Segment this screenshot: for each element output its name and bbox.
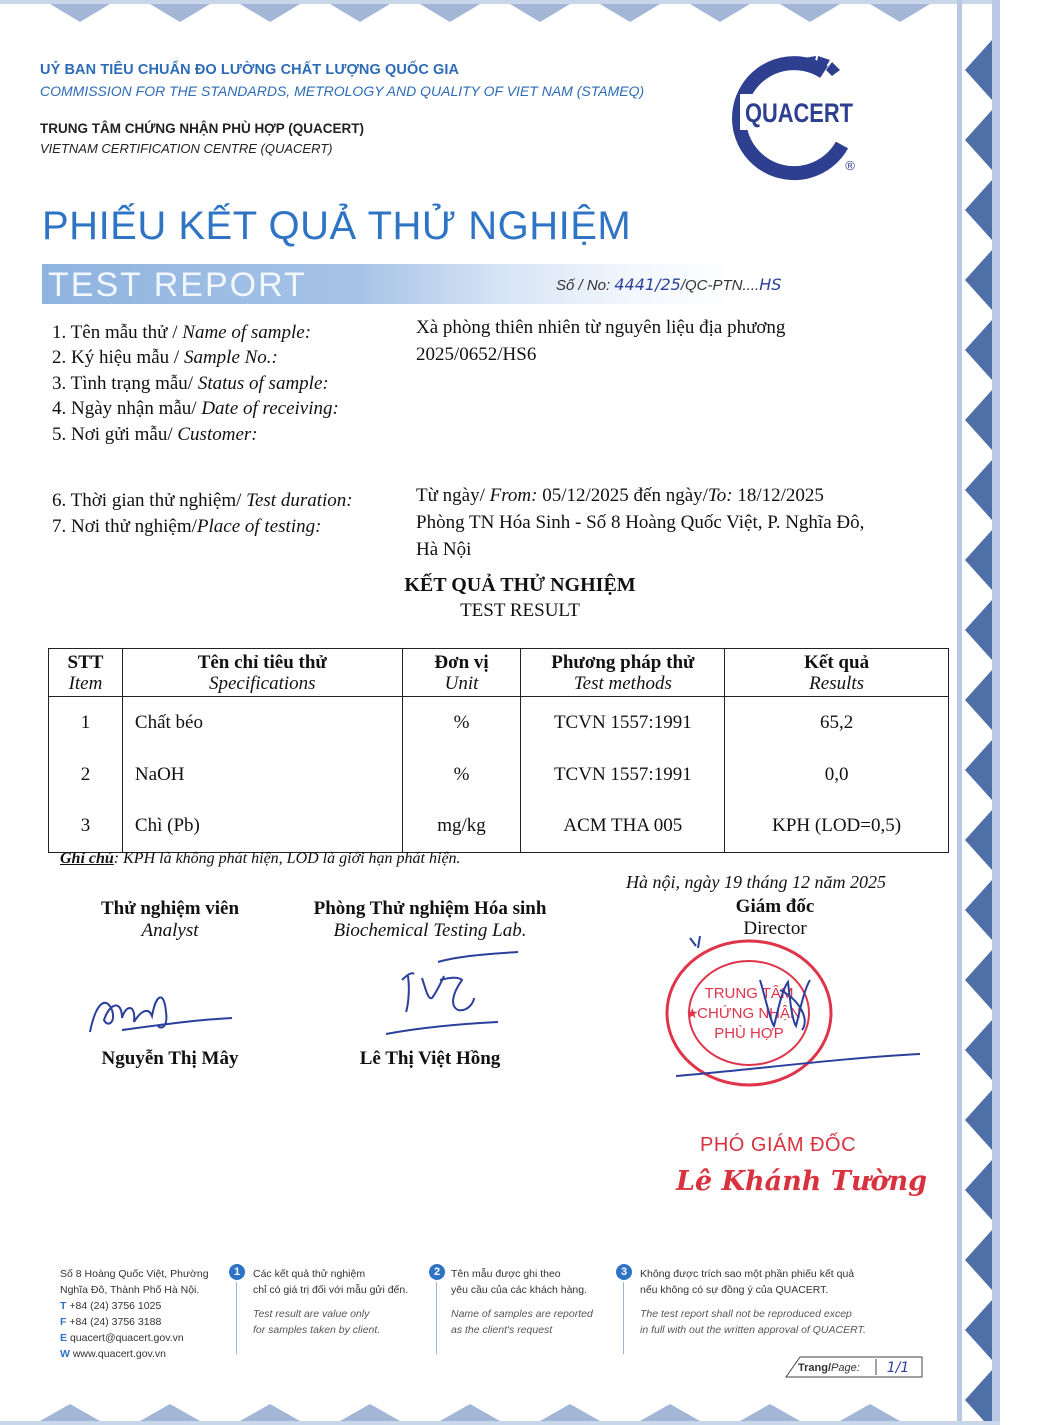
- svg-text:Trang/Page:: Trang/Page:: [798, 1362, 860, 1374]
- report-number-value: 4441/25: [614, 275, 681, 294]
- footer-contact: [60, 1266, 220, 1362]
- field-value-place: Phòng TN Hóa Sinh - Số 8 Hoàng Quốc Việt, P. Nghĩa Đô,: [416, 512, 865, 533]
- field-value-name: Xà phòng thiên nhiên từ nguyên liệu địa phương: [416, 317, 786, 338]
- page-number: 1/1: [886, 1360, 910, 1376]
- footer-note-number: 3: [616, 1264, 632, 1280]
- svg-text:CHỨNG NHẬN: CHỨNG NHẬN: [697, 1005, 801, 1022]
- footer-website: W www.quacert.gov.vn: [60, 1348, 167, 1360]
- footer-note-3: Không được trích sao một phần phiếu kết quả nếu không có sự đồng ý của QUACERT. The test report shall not be reproduced excep in full with out the written approval of QUACERT.: [640, 1268, 866, 1336]
- footer-address-1: Số 8 Hoàng Quốc Việt, Phường: [60, 1268, 209, 1280]
- registered-mark: ®: [845, 158, 855, 173]
- cell-spec: Chì (Pb): [122, 801, 402, 853]
- border-triangle: [965, 110, 992, 170]
- results-heading: KẾT QUẢ THỬ NGHIỆM: [404, 574, 636, 596]
- cell-result: 0,0: [725, 749, 949, 801]
- footer-divider: [236, 1282, 237, 1354]
- cell-item: 1: [49, 697, 123, 749]
- field-label-place: 7. Nơi thử nghiệm/Place of testing:: [52, 516, 322, 537]
- footer-note-number: 1: [229, 1264, 245, 1280]
- director-subtitle: Director: [743, 918, 807, 939]
- quacert-logo: [732, 50, 862, 175]
- report-title-en: TEST REPORT: [48, 266, 307, 304]
- bottom-border-pattern: [0, 1400, 1000, 1425]
- table-header-row: [49, 649, 949, 697]
- director-signature: [670, 930, 930, 1090]
- border-triangle: [965, 670, 992, 730]
- report-title-vn: PHIẾU KẾT QUẢ THỬ NGHIỆM: [42, 204, 632, 248]
- border-triangle: [965, 1160, 992, 1220]
- centre-name-en: VIETNAM CERTIFICATION CENTRE (QUACERT): [40, 141, 333, 156]
- footer-divider: [436, 1282, 437, 1354]
- footer-note-number: 2: [429, 1264, 445, 1280]
- table-note: Ghi chú: KPH là không phát hiện, LOD là giới hạn phát hiện.: [60, 850, 461, 867]
- footer-fax: F +84 (24) 3756 3188: [60, 1316, 162, 1328]
- analyst-block: [60, 898, 280, 942]
- border-triangle: [965, 390, 992, 450]
- border-triangle: [965, 1300, 992, 1360]
- svg-text:TRUNG TÂM: TRUNG TÂM: [704, 985, 794, 1002]
- svg-text:PHÙ HỢP: PHÙ HỢP: [714, 1025, 784, 1042]
- cell-method: TCVN 1557:1991: [521, 749, 725, 801]
- field-label-name: 1. Tên mẫu thử / Name of sample:: [52, 322, 312, 343]
- results-table: [48, 648, 949, 853]
- cell-unit: %: [402, 697, 521, 749]
- report-number-code: HS: [759, 275, 782, 294]
- vice-director-name: Lê Khánh Tường: [676, 1166, 928, 1197]
- field-label-date-received: 4. Ngày nhận mẫu/ Date of receiving:: [52, 398, 339, 419]
- field-label-status: 3. Tình trạng mẫu/ Status of sample:: [52, 373, 329, 394]
- footer-phone: T +84 (24) 3756 1025: [60, 1300, 162, 1312]
- col-header-method: Phương pháp thử Test methods: [521, 649, 725, 697]
- field-label-customer: 5. Nơi gửi mẫu/ Customer:: [52, 424, 258, 445]
- cell-spec: NaOH: [122, 749, 402, 801]
- field-value-duration: Từ ngày/ From: 05/12/2025 đến ngày/To: 18/12/2025: [416, 485, 824, 506]
- table-row: [49, 749, 949, 801]
- cell-result: KPH (LOD=0,5): [725, 801, 949, 853]
- cell-item: 3: [49, 801, 123, 853]
- report-number: Số / No: 4441/25/QC-PTN....HS: [556, 275, 782, 294]
- vice-director-title: PHÓ GIÁM ĐỐC: [700, 1134, 857, 1156]
- border-triangle: [965, 740, 992, 800]
- cell-spec: Chất béo: [122, 697, 402, 749]
- lab-block: [290, 898, 570, 942]
- border-triangle: [965, 180, 992, 240]
- border-triangle: [965, 250, 992, 310]
- page-indicator: [786, 1356, 922, 1378]
- border-triangle: [965, 950, 992, 1010]
- logo-text: QUACERT: [745, 98, 854, 128]
- lab-subtitle: Biochemical Testing Lab.: [333, 920, 527, 941]
- cell-unit: mg/kg: [402, 801, 521, 853]
- field-value-place-city: Hà Nội: [416, 539, 472, 560]
- border-triangle: [965, 880, 992, 940]
- border-triangle: [965, 320, 992, 380]
- right-border-pattern: [955, 0, 1000, 1425]
- cell-method: ACM THA 005: [521, 801, 725, 853]
- col-header-item: STT Item: [49, 649, 123, 697]
- col-header-unit: Đơn vị Unit: [402, 649, 521, 697]
- lab-title: Phòng Thử nghiệm Hóa sinh: [313, 898, 547, 919]
- footer-address-2: Nghĩa Đô, Thành Phố Hà Nội.: [60, 1284, 200, 1296]
- results-subheading: TEST RESULT: [460, 600, 580, 621]
- analyst-name: Nguyễn Thị Mây: [101, 1048, 239, 1069]
- border-triangle: [965, 1090, 992, 1150]
- centre-name-vn: TRUNG TÂM CHỨNG NHẬN PHÙ HỢP (QUACERT): [40, 121, 364, 136]
- analyst-signature: [82, 982, 252, 1042]
- lab-head-name: Lê Thị Việt Hồng: [359, 1048, 501, 1069]
- col-header-result: Kết quả Results: [725, 649, 949, 697]
- footer-note-2: Tên mẫu được ghi theo yêu cầu của các khách hàng. Name of samples are reported as the client's request: [451, 1268, 593, 1336]
- col-header-spec: Tên chỉ tiêu thử Specifications: [122, 649, 402, 697]
- field-value-sample-no: 2025/0652/HS6: [416, 344, 537, 365]
- signing-date: Hà nội, ngày 19 tháng 12 năm 2025: [626, 872, 886, 892]
- border-triangle: [965, 1230, 992, 1290]
- field-label-sample-no: 2. Ký hiệu mẫu / Sample No.:: [52, 347, 278, 368]
- border-triangle: [965, 810, 992, 870]
- border-triangle: [965, 40, 992, 100]
- org-name-en: COMMISSION FOR THE STANDARDS, METROLOGY AND QUALITY OF VIET NAM (STAMEQ): [40, 83, 645, 99]
- org-name-vn: UỶ BAN TIÊU CHUẨN ĐO LƯỜNG CHẤT LƯỢNG QUỐC GIA: [40, 62, 460, 78]
- director-title: Giám đốc: [735, 896, 815, 917]
- border-triangle: [965, 460, 992, 520]
- footer-divider: [623, 1282, 624, 1354]
- lab-signature: [378, 950, 538, 1045]
- cell-result: 65,2: [725, 697, 949, 749]
- border-triangle: [965, 1020, 992, 1080]
- table-row: [49, 697, 949, 749]
- cell-unit: %: [402, 749, 521, 801]
- analyst-title: Thử nghiệm viên: [100, 898, 240, 919]
- cell-item: 2: [49, 749, 123, 801]
- footer-note-1: Các kết quả thử nghiệm chỉ có giá trị đối với mẫu gửi đến. Test result are value only for samples taken by client.: [253, 1268, 409, 1336]
- svg-text:★: ★: [686, 1005, 699, 1021]
- cell-method: TCVN 1557:1991: [521, 697, 725, 749]
- analyst-subtitle: Analyst: [141, 920, 199, 941]
- table-row: [49, 801, 949, 853]
- field-label-duration: 6. Thời gian thử nghiệm/ Test duration:: [52, 490, 353, 511]
- top-border-pattern: [0, 0, 1000, 24]
- footer-email: E quacert@quacert.gov.vn: [60, 1332, 184, 1344]
